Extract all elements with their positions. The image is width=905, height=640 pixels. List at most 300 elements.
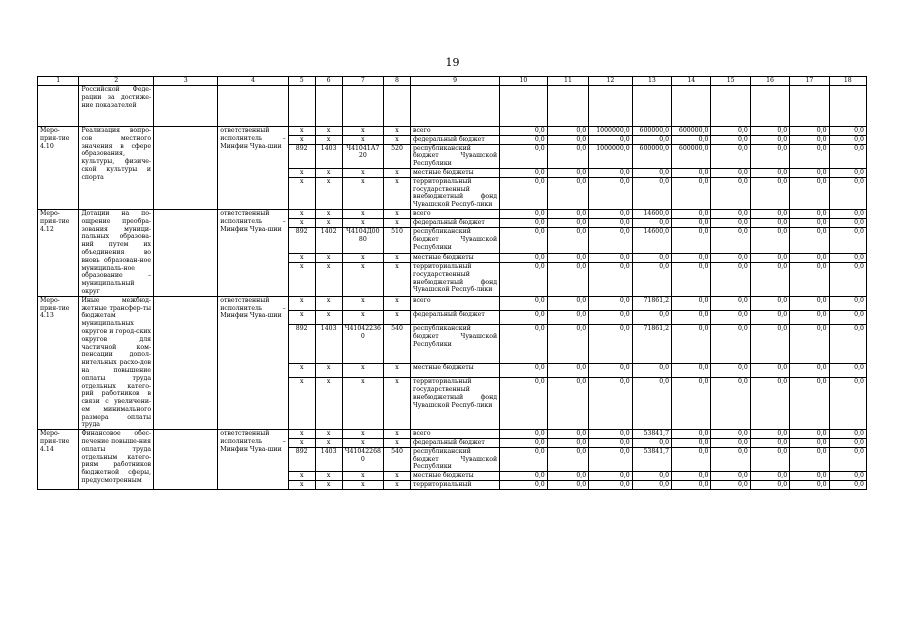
amount-cell: 0,0	[672, 378, 711, 430]
amount-cell: 53841,7	[632, 447, 671, 471]
amount-cell: 600000,0	[672, 127, 711, 136]
amount-cell: 0,0	[750, 135, 789, 144]
code-type: x	[384, 135, 411, 144]
amount-cell: 0,0	[589, 481, 633, 490]
amount-cell: 0,0	[589, 168, 633, 177]
code-target: Ч410422680	[342, 447, 383, 471]
amount-cell: 0,0	[711, 253, 750, 262]
amount-cell: 0,0	[500, 439, 548, 448]
code-section: x	[315, 135, 342, 144]
code-target: x	[342, 253, 383, 262]
code-grbs: x	[288, 135, 315, 144]
code-section: x	[315, 296, 342, 310]
code-type: 520	[384, 144, 411, 168]
amount-cell: 0,0	[589, 472, 633, 481]
amount-cell: 0,0	[672, 472, 711, 481]
funding-source: местные бюджеты	[410, 364, 499, 378]
amount-cell: 1000000,0	[589, 127, 633, 136]
amount-cell: 0,0	[711, 263, 750, 297]
amount-cell: 0,0	[711, 177, 750, 209]
amount-cell: 0,0	[672, 325, 711, 364]
amount-cell: 0,0	[632, 472, 671, 481]
amount-cell: 0,0	[672, 263, 711, 297]
amount-cell: 0,0	[711, 325, 750, 364]
activity-name: Дотации на по-ощрение преобра-зования муници-пальных образова-ний путем их объединения во вновь образован-ное муниципаль-ное образование – муниципальный округ	[79, 209, 154, 296]
code-target: Ч41041А720	[342, 144, 383, 168]
amount-cell: 0,0	[672, 168, 711, 177]
amount-cell: 0,0	[500, 310, 548, 324]
amount-cell: 0,0	[750, 430, 789, 439]
amount-cell: 0,0	[790, 253, 829, 262]
amount-cell: 14600,0	[632, 209, 671, 218]
amount-cell: 0,0	[829, 378, 866, 430]
activity-name: Иные межбюд-жетные трансфер-ты бюджетам муниципальных округов и город-ских округов для частичной ком-пенсации допол-нительных расхо-дов на повышение оплаты труда отдельных катего-рий работников в связи с увеличени-ем минимального размера оплаты труда	[79, 296, 154, 430]
amount-cell: 0,0	[547, 135, 588, 144]
column-number: 6	[315, 77, 342, 86]
amount-cell: 0,0	[750, 144, 789, 168]
column-number: 14	[672, 77, 711, 86]
code-section: x	[315, 168, 342, 177]
amount-cell: 0,0	[829, 253, 866, 262]
amount-cell: 0,0	[750, 168, 789, 177]
code-target: x	[342, 430, 383, 439]
amount-cell: 0,0	[500, 378, 548, 430]
amount-cell: 0,0	[672, 310, 711, 324]
amount-cell: 0,0	[547, 472, 588, 481]
amount-cell: 0,0	[750, 364, 789, 378]
amount-cell: 0,0	[672, 209, 711, 218]
amount-cell: 0,0	[790, 325, 829, 364]
amount-cell: 71861,2	[632, 296, 671, 310]
column-number: 13	[632, 77, 671, 86]
code-section: 1403	[315, 447, 342, 471]
amount-cell: 0,0	[547, 481, 588, 490]
amount-cell: 600000,0	[672, 144, 711, 168]
amount-cell: 0,0	[750, 325, 789, 364]
amount-cell: 0,0	[589, 378, 633, 430]
code-section: x	[315, 439, 342, 448]
column-number: 15	[711, 77, 750, 86]
amount-cell: 0,0	[500, 325, 548, 364]
activity-name: Реализация вопро-сов местного значения в сфере образования, культуры, физиче-ской культуры и спорта	[79, 127, 154, 210]
amount-cell: 0,0	[790, 127, 829, 136]
code-type: x	[384, 378, 411, 430]
amount-cell: 0,0	[829, 228, 866, 254]
code-section: 1403	[315, 325, 342, 364]
amount-cell: 0,0	[829, 296, 866, 310]
amount-cell: 0,0	[547, 253, 588, 262]
amount-cell: 0,0	[547, 430, 588, 439]
amount-cell: 0,0	[632, 439, 671, 448]
amount-cell: 0,0	[672, 439, 711, 448]
code-section: x	[315, 430, 342, 439]
code-section: x	[315, 378, 342, 430]
code-grbs: x	[288, 177, 315, 209]
amount-cell: 0,0	[547, 310, 588, 324]
code-type: x	[384, 177, 411, 209]
funding-source: местные бюджеты	[410, 472, 499, 481]
amount-cell: 0,0	[589, 364, 633, 378]
amount-cell: 0,0	[790, 481, 829, 490]
amount-cell: 0,0	[589, 310, 633, 324]
page-number: 19	[445, 56, 460, 69]
code-grbs: x	[288, 430, 315, 439]
amount-cell: 0,0	[632, 364, 671, 378]
code-target: x	[342, 310, 383, 324]
funding-source: всего	[410, 209, 499, 218]
amount-cell: 0,0	[500, 135, 548, 144]
empty-cell	[154, 430, 218, 490]
amount-cell: 0,0	[829, 177, 866, 209]
amount-cell: 0,0	[632, 481, 671, 490]
amount-cell: 0,0	[547, 177, 588, 209]
amount-cell: 0,0	[711, 364, 750, 378]
activity-label: Меро-прия-тие 4.13	[38, 296, 79, 430]
code-target: x	[342, 219, 383, 228]
code-grbs: x	[288, 310, 315, 324]
amount-cell: 0,0	[790, 144, 829, 168]
amount-cell: 0,0	[750, 447, 789, 471]
amount-cell: 0,0	[500, 168, 548, 177]
column-number: 7	[342, 77, 383, 86]
code-target: x	[342, 135, 383, 144]
amount-cell: 0,0	[829, 144, 866, 168]
column-number: 18	[829, 77, 866, 86]
code-target: x	[342, 263, 383, 297]
amount-cell: 600000,0	[632, 144, 671, 168]
code-type: x	[384, 209, 411, 218]
amount-cell: 0,0	[672, 364, 711, 378]
amount-cell: 0,0	[829, 364, 866, 378]
empty-cell	[154, 296, 218, 430]
activity-label: Меро-прия-тие 4.10	[38, 127, 79, 210]
code-section: x	[315, 209, 342, 218]
amount-cell: 0,0	[790, 447, 829, 471]
code-type: x	[384, 430, 411, 439]
amount-cell: 0,0	[790, 219, 829, 228]
amount-cell: 0,0	[547, 219, 588, 228]
code-type: x	[384, 168, 411, 177]
amount-cell: 0,0	[547, 447, 588, 471]
code-target: x	[342, 378, 383, 430]
amount-cell: 0,0	[790, 430, 829, 439]
amount-cell: 0,0	[829, 127, 866, 136]
code-section: 1402	[315, 228, 342, 254]
amount-cell: 0,0	[750, 263, 789, 297]
amount-cell: 0,0	[750, 127, 789, 136]
amount-cell: 0,0	[750, 228, 789, 254]
code-grbs: x	[288, 472, 315, 481]
amount-cell: 0,0	[547, 127, 588, 136]
amount-cell: 0,0	[632, 378, 671, 430]
amount-cell: 0,0	[672, 296, 711, 310]
column-number: 11	[547, 77, 588, 86]
amount-cell: 0,0	[711, 127, 750, 136]
amount-cell: 0,0	[547, 296, 588, 310]
amount-cell: 0,0	[589, 430, 633, 439]
code-type: 540	[384, 325, 411, 364]
amount-cell: 0,0	[711, 135, 750, 144]
code-grbs: 892	[288, 144, 315, 168]
amount-cell: 0,0	[632, 263, 671, 297]
executor: ответственный исполнитель – Минфин Чува-шии	[218, 430, 288, 490]
amount-cell: 0,0	[829, 447, 866, 471]
amount-cell: 0,0	[711, 447, 750, 471]
code-type: 510	[384, 228, 411, 254]
continuation-text: Российской Феде-рации за достиже-ние показателей	[79, 86, 154, 127]
code-target: x	[342, 209, 383, 218]
amount-cell: 600000,0	[632, 127, 671, 136]
code-type: x	[384, 310, 411, 324]
continuation-row	[38, 86, 867, 127]
code-target: x	[342, 127, 383, 136]
funding-source: федеральный бюджет	[410, 310, 499, 324]
code-type: x	[384, 127, 411, 136]
amount-cell: 0,0	[589, 325, 633, 364]
amount-cell: 0,0	[829, 219, 866, 228]
amount-cell: 0,0	[829, 430, 866, 439]
amount-cell: 0,0	[829, 209, 866, 218]
amount-cell: 0,0	[672, 447, 711, 471]
table-row	[38, 209, 867, 218]
code-type: x	[384, 263, 411, 297]
funding-source: федеральный бюджет	[410, 135, 499, 144]
amount-cell: 0,0	[711, 144, 750, 168]
amount-cell: 0,0	[711, 209, 750, 218]
code-target: x	[342, 168, 383, 177]
column-number: 3	[154, 77, 218, 86]
code-type: x	[384, 364, 411, 378]
activity-label: Меро-прия-тие 4.14	[38, 430, 79, 490]
amount-cell: 0,0	[589, 439, 633, 448]
code-type: x	[384, 253, 411, 262]
funding-source: всего	[410, 127, 499, 136]
amount-cell: 53841,7	[632, 430, 671, 439]
executor: ответственный исполнитель – Минфин Чува-шии	[218, 127, 288, 210]
amount-cell: 0,0	[500, 177, 548, 209]
amount-cell: 0,0	[750, 177, 789, 209]
column-number: 12	[589, 77, 633, 86]
column-number: 16	[750, 77, 789, 86]
code-grbs: x	[288, 168, 315, 177]
code-grbs: x	[288, 378, 315, 430]
amount-cell: 0,0	[790, 228, 829, 254]
code-section: x	[315, 472, 342, 481]
code-section: x	[315, 177, 342, 209]
code-grbs: 892	[288, 228, 315, 254]
amount-cell: 0,0	[672, 253, 711, 262]
code-type: x	[384, 296, 411, 310]
amount-cell: 0,0	[589, 135, 633, 144]
amount-cell: 0,0	[750, 209, 789, 218]
amount-cell: 0,0	[547, 168, 588, 177]
amount-cell: 0,0	[547, 325, 588, 364]
amount-cell: 0,0	[500, 253, 548, 262]
code-type: x	[384, 472, 411, 481]
code-target: x	[342, 364, 383, 378]
code-section: x	[315, 263, 342, 297]
code-target: x	[342, 439, 383, 448]
amount-cell: 0,0	[790, 378, 829, 430]
amount-cell: 0,0	[711, 168, 750, 177]
code-grbs: x	[288, 481, 315, 490]
funding-source: республиканский бюджет Чувашской Республики	[410, 447, 499, 471]
code-type: x	[384, 439, 411, 448]
code-type: x	[384, 481, 411, 490]
amount-cell: 0,0	[829, 168, 866, 177]
amount-cell: 0,0	[632, 177, 671, 209]
amount-cell: 0,0	[711, 378, 750, 430]
amount-cell: 0,0	[589, 447, 633, 471]
code-section: x	[315, 481, 342, 490]
code-section: x	[315, 127, 342, 136]
amount-cell: 0,0	[790, 439, 829, 448]
column-number: 10	[500, 77, 548, 86]
amount-cell: 0,0	[500, 472, 548, 481]
amount-cell: 0,0	[547, 378, 588, 430]
amount-cell: 0,0	[711, 219, 750, 228]
amount-cell: 0,0	[790, 168, 829, 177]
amount-cell: 0,0	[672, 430, 711, 439]
amount-cell: 0,0	[632, 253, 671, 262]
amount-cell: 0,0	[500, 447, 548, 471]
amount-cell: 0,0	[711, 481, 750, 490]
amount-cell: 0,0	[500, 481, 548, 490]
amount-cell: 0,0	[829, 439, 866, 448]
funding-source: местные бюджеты	[410, 253, 499, 262]
empty-cell	[154, 127, 218, 210]
amount-cell: 0,0	[711, 472, 750, 481]
column-number: 1	[38, 77, 79, 86]
amount-cell: 71861,2	[632, 325, 671, 364]
funding-source: федеральный бюджет	[410, 219, 499, 228]
amount-cell: 0,0	[750, 439, 789, 448]
code-grbs: 892	[288, 325, 315, 364]
column-number: 17	[790, 77, 829, 86]
code-grbs: x	[288, 439, 315, 448]
code-grbs: x	[288, 364, 315, 378]
amount-cell: 0,0	[547, 209, 588, 218]
code-grbs: x	[288, 263, 315, 297]
amount-cell: 0,0	[790, 135, 829, 144]
amount-cell: 0,0	[632, 310, 671, 324]
amount-cell: 0,0	[750, 472, 789, 481]
amount-cell: 0,0	[500, 209, 548, 218]
amount-cell: 0,0	[829, 263, 866, 297]
amount-cell: 0,0	[829, 481, 866, 490]
funding-source: местные бюджеты	[410, 168, 499, 177]
amount-cell: 0,0	[500, 263, 548, 297]
code-type: x	[384, 219, 411, 228]
code-section: 1403	[315, 144, 342, 168]
amount-cell: 0,0	[672, 481, 711, 490]
amount-cell: 0,0	[547, 263, 588, 297]
amount-cell: 0,0	[500, 296, 548, 310]
code-section: x	[315, 310, 342, 324]
code-target: x	[342, 472, 383, 481]
funding-source: территориальный государственный внебюджетный фонд Чувашской Респуб-лики	[410, 263, 499, 297]
amount-cell: 0,0	[547, 439, 588, 448]
code-target: x	[342, 177, 383, 209]
amount-cell: 0,0	[547, 364, 588, 378]
amount-cell: 0,0	[672, 219, 711, 228]
amount-cell: 0,0	[790, 263, 829, 297]
amount-cell: 0,0	[711, 296, 750, 310]
amount-cell: 0,0	[500, 127, 548, 136]
code-grbs: x	[288, 209, 315, 218]
budget-table	[37, 76, 867, 490]
amount-cell: 0,0	[790, 209, 829, 218]
column-number: 5	[288, 77, 315, 86]
funding-source: всего	[410, 296, 499, 310]
code-grbs: x	[288, 219, 315, 228]
column-number: 8	[384, 77, 411, 86]
table-row	[38, 127, 867, 136]
table-body	[38, 77, 867, 490]
amount-cell: 0,0	[589, 263, 633, 297]
amount-cell: 0,0	[829, 472, 866, 481]
amount-cell: 0,0	[632, 219, 671, 228]
amount-cell: 0,0	[589, 228, 633, 254]
activity-name: Финансовое обес-печение повыше-ния оплаты труда отдельным катего-риям работников бюджетной сферы, предусмотренным	[79, 430, 154, 490]
amount-cell: 0,0	[500, 144, 548, 168]
amount-cell: 0,0	[750, 310, 789, 324]
amount-cell: 0,0	[711, 228, 750, 254]
funding-source: республиканский бюджет Чувашской Республики	[410, 325, 499, 364]
amount-cell: 0,0	[547, 228, 588, 254]
amount-cell: 0,0	[790, 472, 829, 481]
amount-cell: 0,0	[750, 219, 789, 228]
funding-source: территориальный государственный внебюджетный фонд Чувашской Респуб-лики	[410, 177, 499, 209]
amount-cell: 0,0	[632, 168, 671, 177]
amount-cell: 0,0	[750, 378, 789, 430]
code-target: Ч410422360	[342, 325, 383, 364]
amount-cell: 1000000,0	[589, 144, 633, 168]
funding-source: республиканский бюджет Чувашской Республики	[410, 144, 499, 168]
code-target: x	[342, 481, 383, 490]
amount-cell: 0,0	[829, 135, 866, 144]
empty-cell	[154, 209, 218, 296]
code-grbs: x	[288, 127, 315, 136]
table-row	[38, 430, 867, 439]
amount-cell: 0,0	[672, 135, 711, 144]
amount-cell: 0,0	[790, 296, 829, 310]
column-number: 9	[410, 77, 499, 86]
amount-cell: 0,0	[790, 177, 829, 209]
column-number-row	[38, 77, 867, 86]
code-target: x	[342, 296, 383, 310]
amount-cell: 0,0	[500, 228, 548, 254]
amount-cell: 0,0	[750, 481, 789, 490]
code-section: x	[315, 253, 342, 262]
activity-label: Меро-прия-тие 4.12	[38, 209, 79, 296]
table-row	[38, 296, 867, 310]
amount-cell: 0,0	[790, 310, 829, 324]
executor: ответственный исполнитель – Минфин Чува-шии	[218, 296, 288, 430]
funding-source: всего	[410, 430, 499, 439]
executor: ответственный исполнитель – Минфин Чува-шии	[218, 209, 288, 296]
code-grbs: 892	[288, 447, 315, 471]
amount-cell: 0,0	[632, 135, 671, 144]
amount-cell: 0,0	[790, 364, 829, 378]
amount-cell: 0,0	[589, 219, 633, 228]
amount-cell: 0,0	[500, 364, 548, 378]
code-grbs: x	[288, 296, 315, 310]
column-number: 4	[218, 77, 288, 86]
amount-cell: 0,0	[500, 219, 548, 228]
amount-cell: 0,0	[711, 430, 750, 439]
amount-cell: 0,0	[711, 310, 750, 324]
